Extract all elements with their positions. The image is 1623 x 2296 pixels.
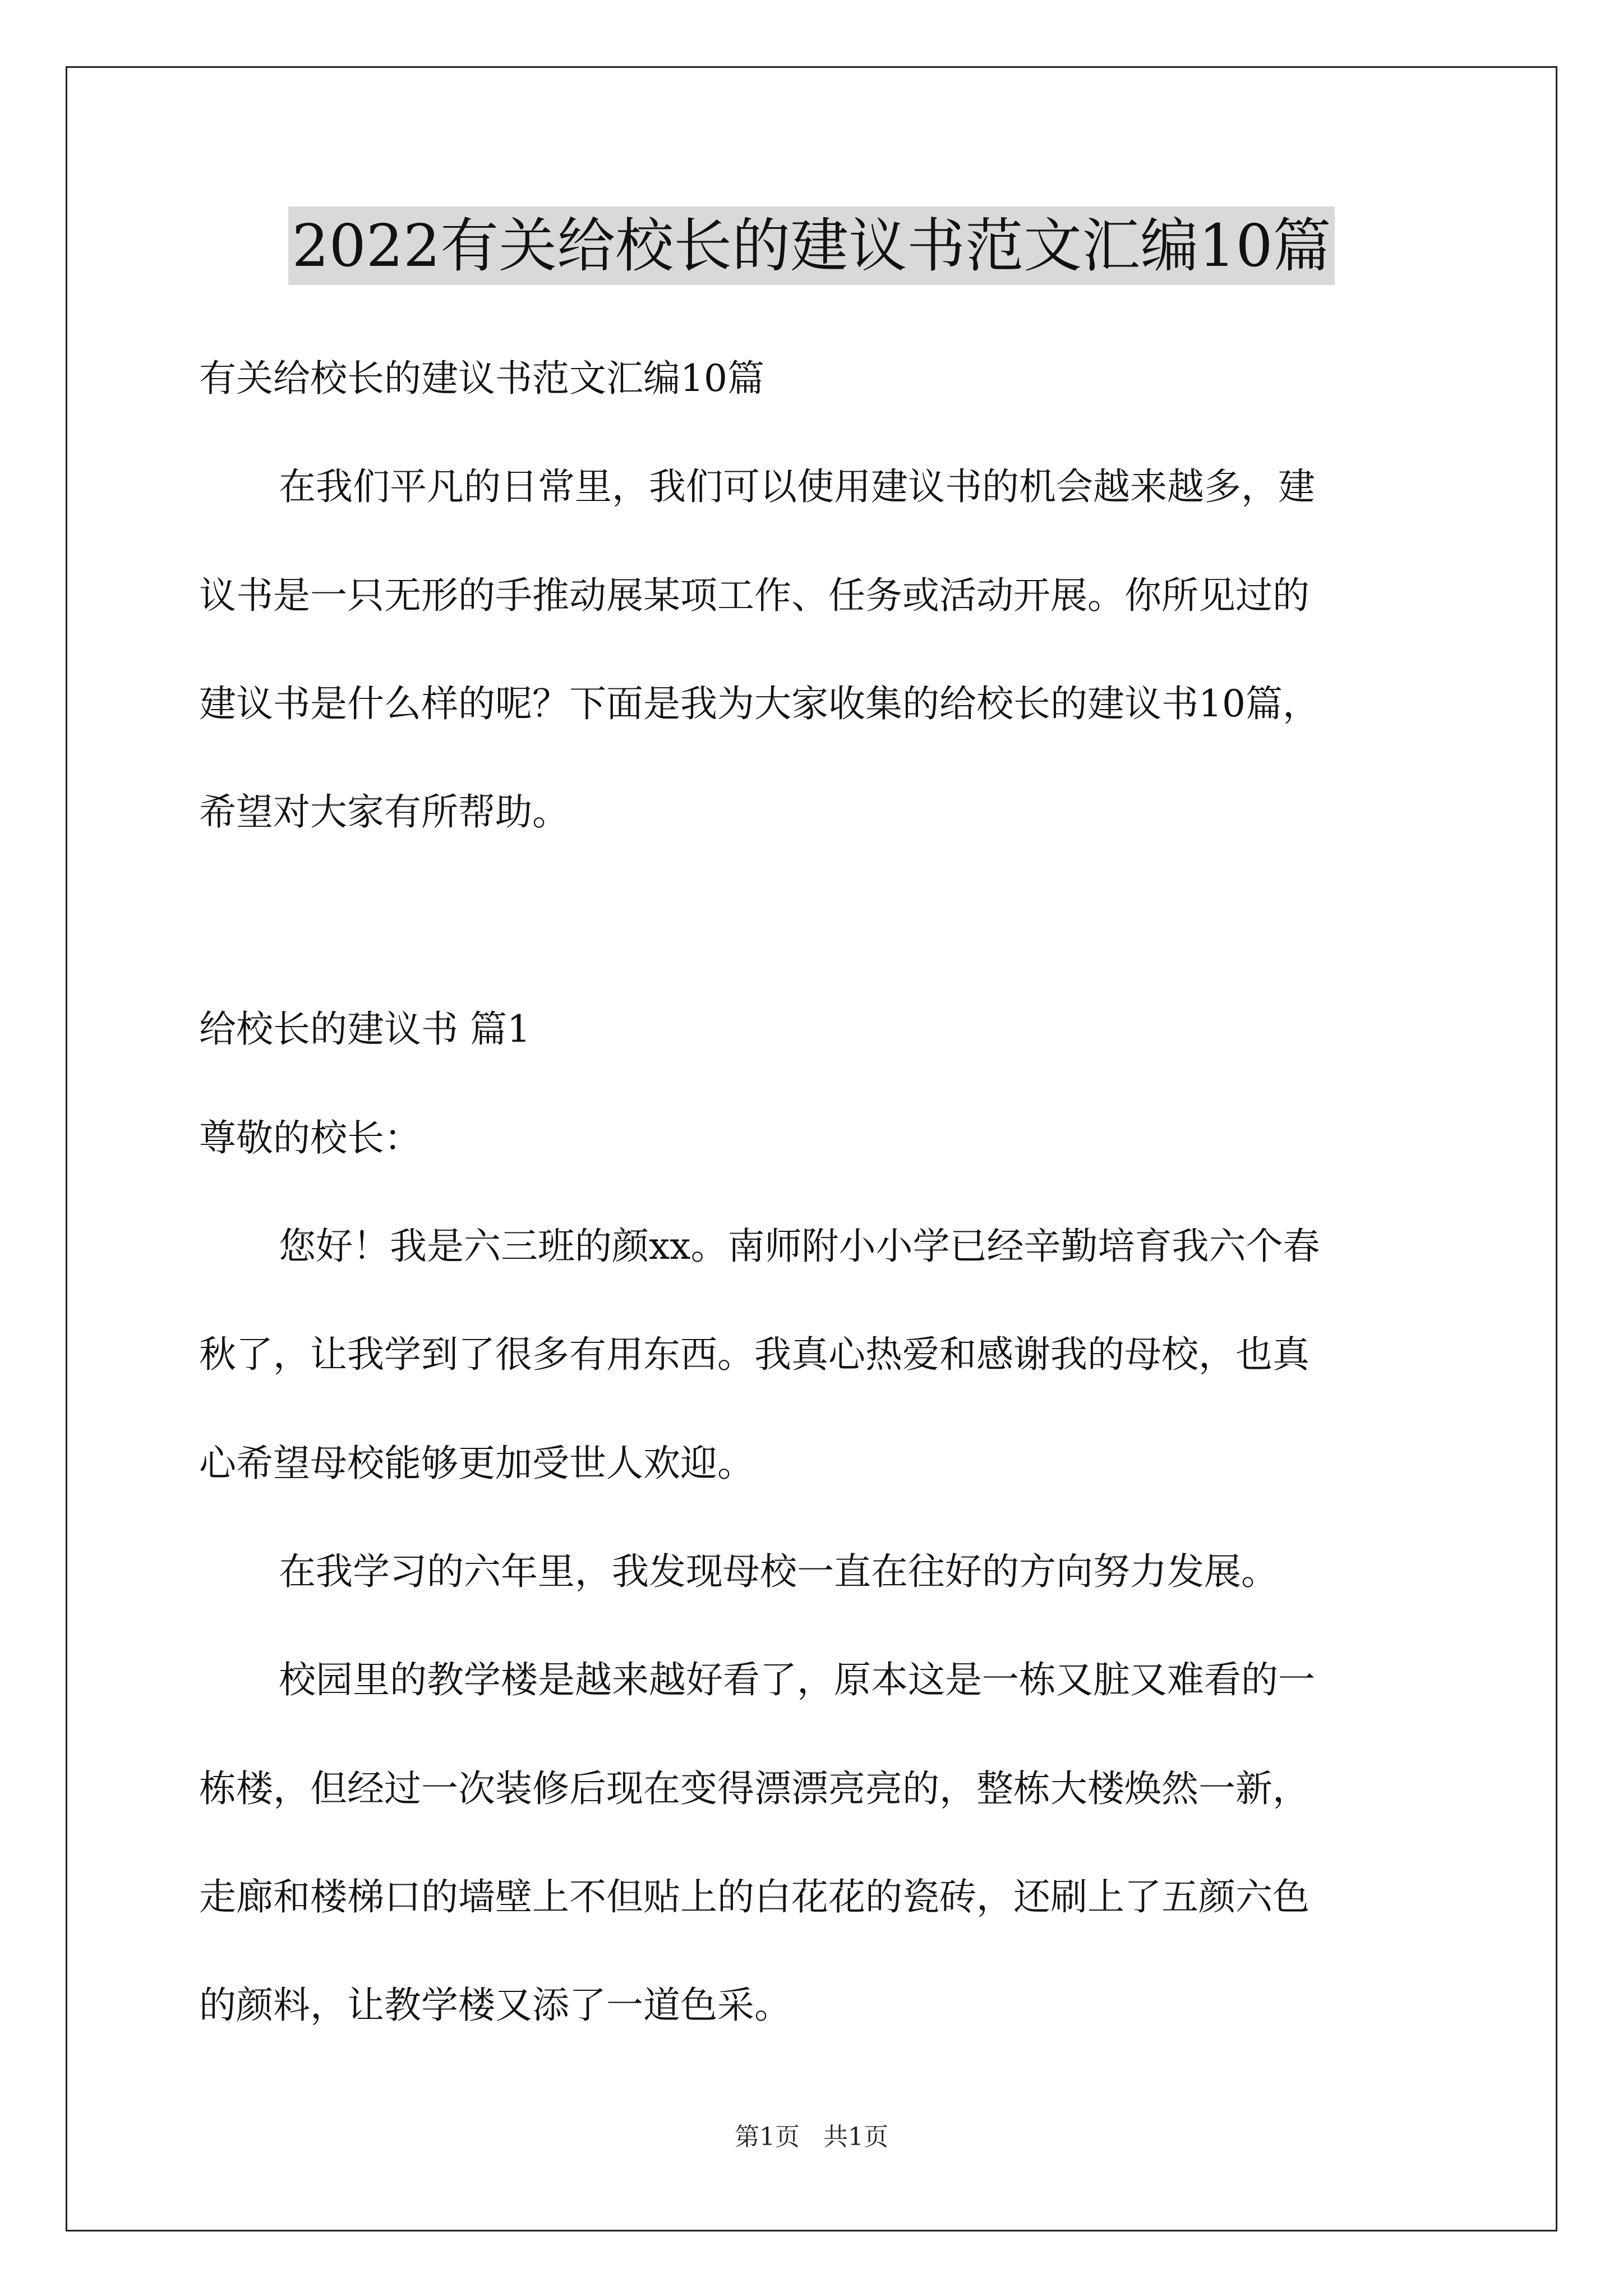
document-title: 2022有关给校长的建议书范文汇编10篇 — [288, 206, 1334, 285]
paragraph-line: 议书是一只无形的手推动展某项工作、任务或活动开展。你所见过的 — [199, 574, 1310, 617]
paragraph-line: 在我们平凡的日常里，我们可以使用建议书的机会越来越多，建 — [279, 465, 1315, 508]
title-container — [0, 206, 1623, 285]
paragraph-line: 希望对大家有所帮助。 — [199, 790, 569, 834]
paragraph-line: 在我学习的六年里，我发现母校一直在往好的方向努力发展。 — [279, 1550, 1278, 1593]
paragraph-line: 您好！我是六三班的颜xx。南师附小小学已经辛勤培育我六个春 — [279, 1225, 1320, 1268]
paragraph-line: 栋楼，但经过一次装修后现在变得漂漂亮亮的，整栋大楼焕然一新， — [199, 1767, 1310, 1810]
page-footer: 第1页 共1页 — [735, 2123, 888, 2151]
salutation: 尊敬的校长： — [199, 1116, 421, 1159]
paragraph-line: 走廊和楼梯口的墙壁上不但贴上的白花花的瓷砖，还刷上了五颜六色 — [199, 1875, 1310, 1918]
paragraph-line: 校园里的教学楼是越来越好看了，原本这是一栋又脏又难看的一 — [279, 1658, 1315, 1701]
document-subtitle: 有关给校长的建议书范文汇编10篇 — [199, 357, 764, 400]
paragraph-line: 的颜料，让教学楼又添了一道色采。 — [199, 1984, 791, 2027]
paragraph-line: 建议书是什么样的呢？下面是我为大家收集的给校长的建议书10篇， — [199, 682, 1320, 725]
section-heading: 给校长的建议书 篇1 — [199, 1007, 531, 1051]
paragraph-line: 心希望母校能够更加受世人欢迎。 — [199, 1442, 754, 1485]
paragraph-line: 秋了，让我学到了很多有用东西。我真心热爱和感谢我的母校，也真 — [199, 1333, 1310, 1376]
